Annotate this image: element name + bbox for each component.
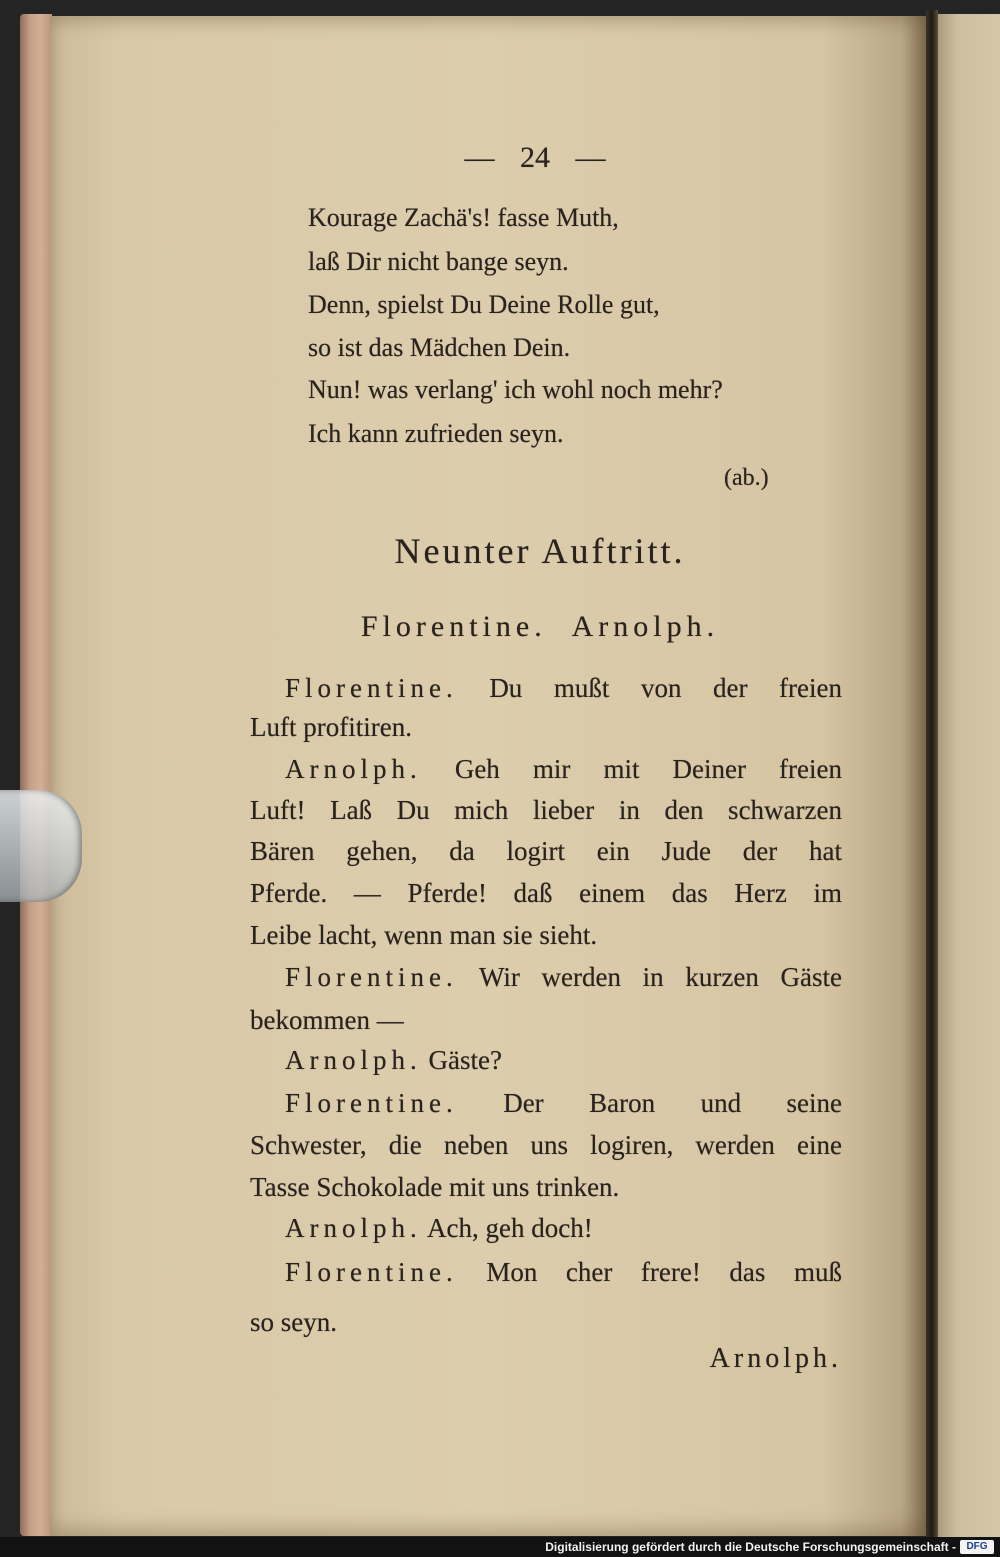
funding-credit-text: Digitalisierung gefördert durch die Deutsche Forschungsgemeinschaft - bbox=[545, 1540, 956, 1554]
dialogue-line: bekommen — bbox=[250, 1005, 404, 1035]
dialogue-line bbox=[285, 957, 842, 997]
speaker-name: Arnolph. bbox=[285, 1213, 422, 1243]
speaker-name: Florentine. bbox=[285, 962, 458, 992]
cast-list bbox=[300, 606, 780, 648]
cast-name: Arnolph. bbox=[571, 610, 720, 643]
dialogue-line: Pferde. — Pferde! daß einem das Herz im bbox=[250, 878, 842, 908]
dialogue-line bbox=[285, 1083, 842, 1123]
dialogue-line bbox=[285, 1252, 842, 1292]
verse-line: so ist das Mädchen Dein. bbox=[308, 333, 571, 362]
dialogue-line: Tasse Schokolade mit uns trinken. bbox=[250, 1172, 620, 1202]
speech-text: Der Baron und seine bbox=[503, 1088, 842, 1118]
verse-line: Kourage Zachä's! fasse Muth, bbox=[308, 203, 619, 232]
speech-text: Wir werden in kurzen Gäste bbox=[478, 962, 842, 992]
catchword: Arnolph. bbox=[709, 1343, 842, 1374]
dialogue-line: Schwester, die neben uns logiren, werden eine bbox=[250, 1130, 842, 1160]
verse-line: Ich kann zufrieden seyn. bbox=[308, 419, 564, 448]
dialogue-line bbox=[285, 749, 842, 789]
verse-line: Nun! was verlang' ich wohl noch mehr? bbox=[308, 375, 723, 404]
page-stack-edge bbox=[20, 14, 52, 1536]
dialogue-line: Luft profitiren. bbox=[250, 712, 412, 742]
dialogue-line bbox=[285, 1208, 842, 1248]
cast-name: Florentine. bbox=[360, 610, 547, 643]
book-gutter bbox=[926, 10, 938, 1538]
dialogue-line: Leibe lacht, wenn man sie sieht. bbox=[250, 920, 598, 950]
speaker-name: Arnolph. bbox=[285, 754, 422, 784]
dialogue-line bbox=[285, 1040, 842, 1080]
page-number: — 24 — bbox=[464, 141, 606, 174]
speech-text: Geh mir mit Deiner freien bbox=[454, 754, 842, 784]
speaker-name: Florentine. bbox=[285, 1088, 458, 1118]
speaker-name: Arnolph. bbox=[285, 1045, 422, 1075]
dialogue-line: so seyn. bbox=[250, 1307, 337, 1337]
speech-text: Ach, geh doch! bbox=[427, 1213, 593, 1243]
dfg-logo: DFG bbox=[960, 1540, 994, 1554]
dialogue-line bbox=[285, 668, 842, 708]
funding-credit-bar bbox=[0, 1537, 1000, 1557]
speech-text: Gäste? bbox=[428, 1045, 502, 1075]
speech-text: Du mußt von der freien bbox=[489, 673, 842, 703]
speaker-name: Florentine. bbox=[285, 1257, 458, 1287]
page-clip bbox=[0, 790, 82, 902]
dialogue-line: Luft! Laß Du mich lieber in den schwarzen bbox=[250, 795, 842, 825]
scene-heading: Neunter Auftritt. bbox=[394, 531, 686, 571]
speaker-name: Florentine. bbox=[285, 673, 458, 703]
verse-line: Denn, spielst Du Deine Rolle gut, bbox=[308, 290, 660, 319]
stage-direction: (ab.) bbox=[724, 465, 769, 491]
speech-text: Mon cher frere! das muß bbox=[486, 1257, 842, 1287]
dialogue-line: Bären gehen, da logirt ein Jude der hat bbox=[250, 836, 842, 866]
verse-line: laß Dir nicht bange seyn. bbox=[308, 247, 569, 276]
facing-page-edge bbox=[938, 14, 1000, 1538]
